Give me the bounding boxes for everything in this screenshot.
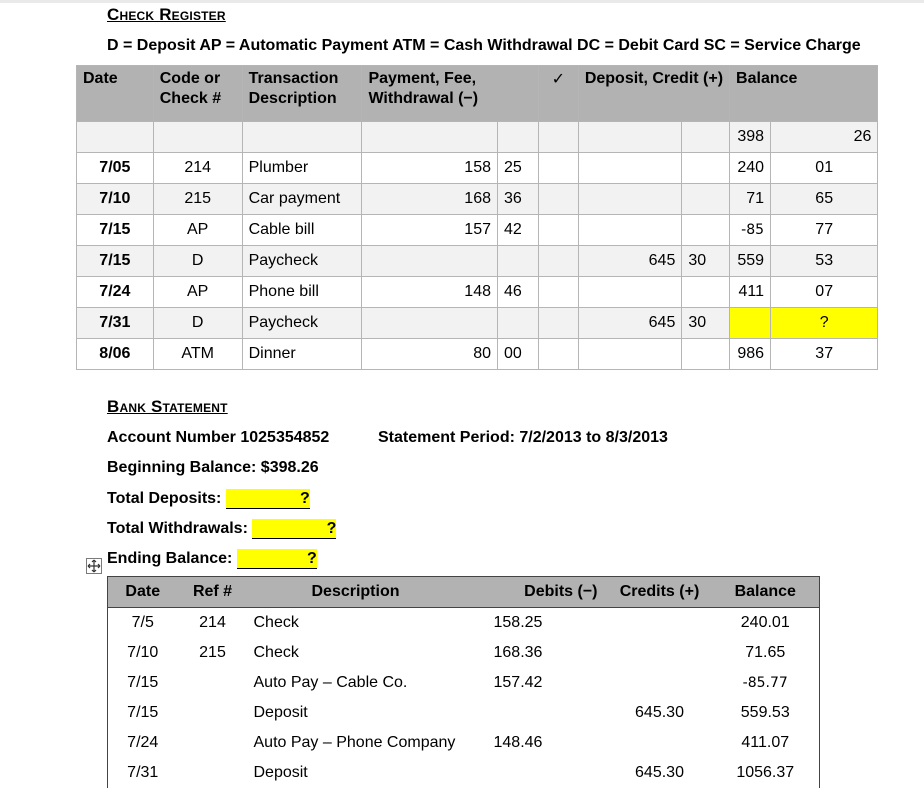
register-opening-row: [77, 122, 924, 153]
statement-date: 7/15: [108, 668, 178, 698]
register-balance-dollars: 240: [730, 153, 771, 184]
beginning-balance: Beginning Balance: $398.26: [107, 459, 319, 476]
register-code: 214: [153, 153, 242, 184]
statement-balance: 1056.37: [712, 758, 820, 788]
statement-date: 7/10: [108, 638, 178, 668]
empty-cell: [153, 122, 242, 153]
register-payment-cents: 42: [498, 215, 539, 246]
register-date: 7/15: [77, 215, 154, 246]
register-legend: D = Deposit AP = Automatic Payment ATM = Cash Withdrawal DC = Debit Card SC = Service Charge: [107, 37, 861, 54]
register-description: Cable bill: [242, 215, 362, 246]
statement-header-row: [108, 577, 820, 608]
statement-balance: 559.53: [712, 698, 820, 728]
register-deposit-dollars: [578, 215, 682, 246]
register-description: Paycheck: [242, 246, 362, 277]
register-payment-cents: [498, 308, 539, 339]
statement-row: [108, 608, 820, 639]
register-payment-cents: 00: [498, 339, 539, 370]
statement-date: 7/31: [108, 758, 178, 788]
header-code-line2: Check #: [159, 90, 222, 107]
register-row: [77, 339, 924, 370]
header-pay-line1: Payment, Fee,: [368, 70, 477, 87]
header-date-label: Date: [83, 70, 118, 87]
register-balance-dollars[interactable]: [730, 308, 771, 339]
register-balance-cents: 65: [771, 184, 878, 215]
total-deposits-label: Total Deposits:: [107, 490, 222, 507]
total-withdrawals-label: Total Withdrawals:: [107, 520, 248, 537]
register-balance-dollars: -85: [730, 215, 771, 246]
register-code: AP: [153, 215, 242, 246]
register-payment-dollars: 168: [362, 184, 498, 215]
statement-col-description: Description: [248, 577, 464, 608]
register-deposit-dollars: [578, 153, 682, 184]
register-deposit-dollars: 645: [578, 246, 682, 277]
register-col-balance: [730, 66, 878, 122]
statement-debit: 168.36: [493, 644, 543, 661]
register-balance-cents: 07: [771, 277, 878, 308]
header-code-line1: Code or: [159, 70, 221, 87]
register-deposit-cents: [682, 277, 730, 308]
register-code: AP: [153, 277, 242, 308]
header-pay-line2: Withdrawal (−): [368, 90, 479, 107]
page-top-border: [0, 0, 924, 3]
register-payment-dollars: 148: [362, 277, 498, 308]
register-check-cell: [538, 277, 578, 308]
register-header-row: [77, 66, 924, 122]
register-date: 7/05: [77, 153, 154, 184]
statement-credit: [608, 728, 712, 758]
register-deposit-dollars: [578, 277, 682, 308]
empty-cell: [77, 122, 154, 153]
header-desc-line2: Description: [248, 90, 337, 107]
statement-credit: [608, 608, 712, 639]
register-payment-dollars: 158: [362, 153, 498, 184]
statement-col-credits: Credits (+): [608, 577, 712, 608]
register-description: Phone bill: [242, 277, 362, 308]
register-balance-dollars: 71: [730, 184, 771, 215]
statement-date: 7/15: [108, 698, 178, 728]
statement-col-balance: Balance: [712, 577, 820, 608]
empty-cell: [362, 122, 498, 153]
header-balance-label: Balance: [736, 70, 798, 87]
register-date: 8/06: [77, 339, 154, 370]
register-description: Dinner: [242, 339, 362, 370]
register-col-description: [242, 66, 362, 122]
register-code: D: [153, 308, 242, 339]
statement-ref: 215: [199, 644, 226, 661]
check-register-table: [76, 65, 924, 370]
empty-cell: [538, 122, 578, 153]
statement-credit: [608, 668, 712, 698]
register-row: [77, 277, 924, 308]
opening-balance-cents: 26: [771, 122, 878, 153]
register-row: [77, 246, 924, 277]
register-deposit-cents: [682, 153, 730, 184]
register-balance-dollars: 559: [730, 246, 771, 277]
register-code: 215: [153, 184, 242, 215]
register-payment-dollars: [362, 308, 498, 339]
statement-balance: 411.07: [712, 728, 820, 758]
ending-balance-line: [107, 549, 317, 569]
total-withdrawals-line: [107, 519, 336, 539]
register-col-date: [77, 66, 154, 122]
register-balance-dollars: 986: [730, 339, 771, 370]
table-move-handle-icon[interactable]: [86, 558, 102, 574]
register-description: Plumber: [242, 153, 362, 184]
statement-ref: [178, 698, 248, 728]
register-balance-dollars: 411: [730, 277, 771, 308]
statement-debit: 157.42: [493, 674, 543, 691]
statement-col-debits: Debits (−): [464, 577, 608, 608]
register-payment-cents: 25: [498, 153, 539, 184]
register-date: 7/15: [77, 246, 154, 277]
register-check-cell: [538, 215, 578, 246]
statement-credit: 645.30: [635, 764, 684, 781]
statement-debit: [464, 698, 608, 728]
statement-row: [108, 758, 820, 788]
register-row: [77, 153, 924, 184]
statement-row: [108, 698, 820, 728]
bank-statement-table: [107, 576, 820, 788]
register-deposit-dollars: [578, 184, 682, 215]
check-register-title: Check Register: [107, 5, 226, 24]
opening-balance-dollars: 398: [730, 122, 771, 153]
register-date: 7/31: [77, 308, 154, 339]
register-payment-cents: 36: [498, 184, 539, 215]
total-withdrawals-answer-blank[interactable]: ?: [252, 519, 336, 539]
statement-description: Check: [253, 644, 299, 661]
register-check-cell: [538, 153, 578, 184]
register-deposit-dollars: 645: [578, 308, 682, 339]
register-deposit-dollars: [578, 339, 682, 370]
statement-description: Auto Pay – Phone Company: [253, 734, 456, 751]
statement-description: Deposit: [253, 704, 308, 721]
statement-description: Check: [253, 614, 299, 631]
statement-period: Statement Period: 7/2/2013 to 8/3/2013: [378, 429, 668, 446]
register-deposit-cents: [682, 215, 730, 246]
bank-statement-title: Bank Statement: [107, 397, 228, 416]
statement-balance: 71.65: [712, 638, 820, 668]
statement-ref: [178, 758, 248, 788]
register-row: [77, 215, 924, 246]
register-deposit-cents: 30: [682, 308, 730, 339]
register-balance-cents: 53: [771, 246, 878, 277]
register-check-cell: [538, 339, 578, 370]
register-code: D: [153, 246, 242, 277]
statement-description: Auto Pay – Cable Co.: [253, 674, 408, 691]
statement-date: 7/5: [108, 608, 178, 639]
register-col-code: [153, 66, 242, 122]
statement-row: [108, 668, 820, 698]
total-deposits-line: [107, 489, 310, 509]
register-balance-cents: 37: [771, 339, 878, 370]
register-balance-cents: 77: [771, 215, 878, 246]
register-date: 7/24: [77, 277, 154, 308]
ending-balance-answer-blank[interactable]: ?: [237, 549, 317, 569]
account-number: Account Number 1025354852: [107, 429, 330, 446]
register-description: Car payment: [242, 184, 362, 215]
header-deposit-label: Deposit, Credit (+): [584, 70, 724, 87]
register-balance-cents: 01: [771, 153, 878, 184]
total-deposits-answer-blank[interactable]: ?: [226, 489, 310, 509]
register-col-deposit: [578, 66, 729, 122]
register-check-cell: [538, 184, 578, 215]
statement-debit: 158.25: [493, 614, 543, 631]
register-balance-cents[interactable]: ?: [771, 308, 878, 339]
register-payment-dollars: 80: [362, 339, 498, 370]
empty-cell: [498, 122, 539, 153]
empty-cell: [682, 122, 730, 153]
register-deposit-cents: [682, 339, 730, 370]
empty-cell: [242, 122, 362, 153]
register-deposit-cents: 30: [682, 246, 730, 277]
statement-row: [108, 638, 820, 668]
register-payment-cents: 46: [498, 277, 539, 308]
register-check-cell: [538, 246, 578, 277]
register-code: ATM: [153, 339, 242, 370]
statement-col-ref: Ref #: [178, 577, 248, 608]
checkmark-icon: ✓: [551, 69, 566, 88]
register-payment-dollars: [362, 246, 498, 277]
statement-debit: 148.46: [493, 734, 543, 751]
register-row: [77, 184, 924, 215]
statement-date: 7/24: [108, 728, 178, 758]
empty-cell: [578, 122, 682, 153]
statement-balance: -85.77: [712, 668, 820, 698]
statement-col-date: Date: [108, 577, 178, 608]
register-payment-cents: [498, 246, 539, 277]
register-description: Paycheck: [242, 308, 362, 339]
ending-balance-label: Ending Balance:: [107, 550, 233, 567]
register-row: [77, 308, 924, 339]
statement-debit: [464, 758, 608, 788]
register-check-cell: [538, 308, 578, 339]
register-payment-dollars: 157: [362, 215, 498, 246]
statement-description: Deposit: [253, 764, 308, 781]
header-desc-line1: Transaction: [248, 70, 339, 87]
register-deposit-cents: [682, 184, 730, 215]
statement-credit: 645.30: [635, 704, 684, 721]
statement-ref: [178, 728, 248, 758]
statement-ref: [178, 668, 248, 698]
register-col-check: [538, 66, 578, 122]
statement-credit: [608, 638, 712, 668]
register-date: 7/10: [77, 184, 154, 215]
statement-row: [108, 728, 820, 758]
statement-balance: 240.01: [712, 608, 820, 639]
statement-ref: 214: [199, 614, 226, 631]
register-col-payment: [362, 66, 538, 122]
